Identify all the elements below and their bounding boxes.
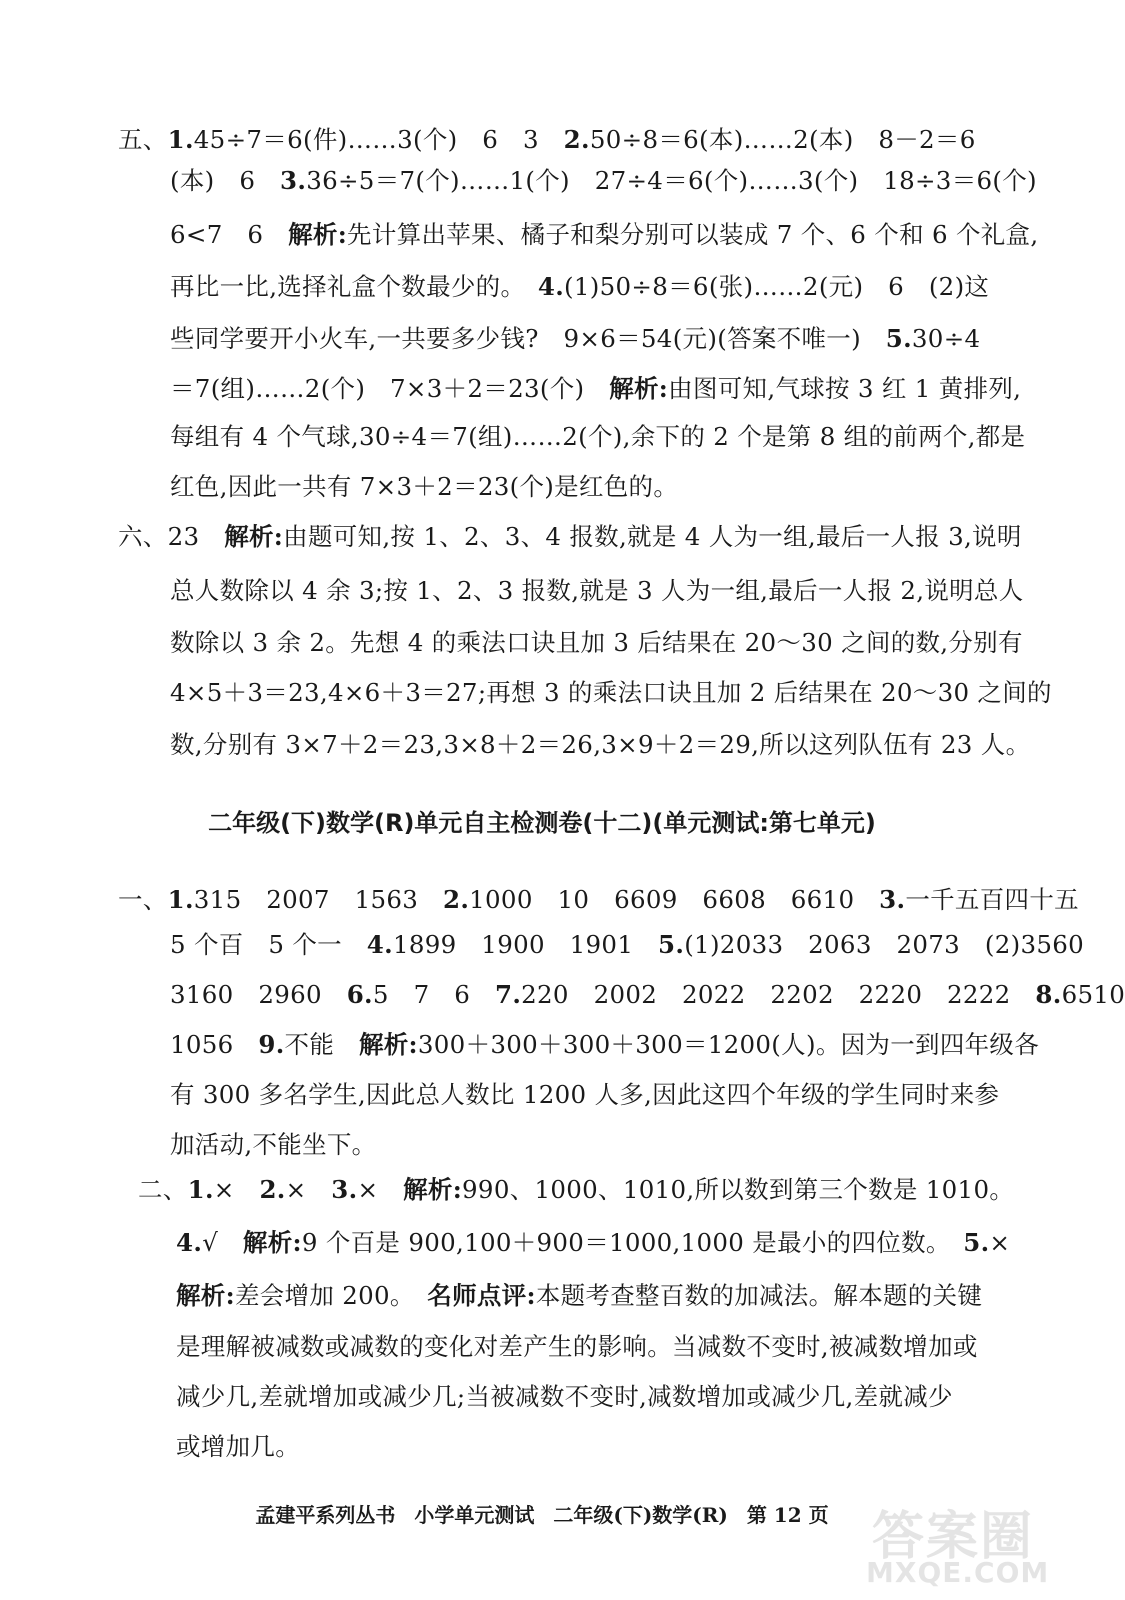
p1-line-4: 1056 9.不能 解析:300＋300＋300＋300＝1200(人)。因为一到四年级各 xyxy=(170,1030,1040,1059)
p2-line-4: 是理解被减数或减数的变化对差产生的影响。当减数不变时,被减数增加或 xyxy=(176,1332,978,1361)
watermark-line-2: MXQE.COM xyxy=(866,1556,1050,1589)
s5-line-7: 每组有 4 个气球,30÷4＝7(组)……2(个),余下的 2 个是第 8 组的前两个,都是 xyxy=(170,422,1026,451)
s5-line-3: 6<7 6 解析:先计算出苹果、橘子和梨分别可以装成 7 个、6 个和 6 个礼盒, xyxy=(170,220,1039,249)
p2-line-2: 4.√ 解析:9 个百是 900,100＋900＝1000,1000 是最小的四位数。 5.× xyxy=(176,1228,1011,1257)
s5-line-6: ＝7(组)……2(个) 7×3＋2＝23(个) 解析:由图可知,气球按 3 红 1 黄排列, xyxy=(170,374,1022,403)
p1-line-1: 一、1.315 2007 1563 2.1000 10 6609 6608 6610 3.一千五百四十五 xyxy=(118,885,1079,914)
p2-line-1: 二、1.× 2.× 3.× 解析:990、1000、1010,所以数到第三个数是 1010。 xyxy=(138,1175,1015,1204)
s6-line-1: 六、23 解析:由题可知,按 1、2、3、4 报数,就是 4 人为一组,最后一人报 3,说明 xyxy=(118,522,1022,551)
s6-line-2: 总人数除以 4 余 3;按 1、2、3 报数,就是 3 人为一组,最后一人报 2,说明总人 xyxy=(170,576,1024,605)
watermark-line-1: 答案圈 xyxy=(872,1507,1035,1567)
s5-line-1: 五、1.45÷7＝6(件)……3(个) 6 3 2.50÷8＝6(本)……2(本) 8－2＝6 xyxy=(118,125,976,154)
footer-book: 小学单元测试 xyxy=(414,1503,535,1527)
p2-line-6: 或增加几。 xyxy=(176,1432,300,1461)
s5-line-2: (本) 6 3.36÷5＝7(个)……1(个) 27÷4＝6(个)……3(个) 18÷3＝6(个) xyxy=(170,166,1037,195)
s6-line-4: 4×5＋3＝23,4×6＋3＝27;再想 3 的乘法口诀且加 2 后结果在 20～30 之间的 xyxy=(170,678,1052,707)
p1-line-3: 3160 2960 6.5 7 6 7.220 2002 2022 2202 2220 2222 8.6510 xyxy=(170,980,1125,1009)
s5-line-8: 红色,因此一共有 7×3＋2＝23(个)是红色的。 xyxy=(170,472,679,501)
footer-subject: 二年级(下)数学(R) xyxy=(553,1503,728,1527)
p2-line-3: 解析:差会增加 200。 名师点评:本题考查整百数的加减法。解本题的关键 xyxy=(176,1281,983,1310)
footer-page: 第 12 页 xyxy=(746,1503,829,1527)
watermark-logo xyxy=(860,1494,1060,1590)
s5-line-5: 些同学要开小火车,一共要多少钱? 9×6＝54(元)(答案不唯一) 5.30÷4 xyxy=(170,324,981,353)
s6-line-3: 数除以 3 余 2。先想 4 的乘法口诀且加 3 后结果在 20～30 之间的数,分别有 xyxy=(170,628,1023,657)
footer-series: 孟建平系列丛书 xyxy=(255,1503,396,1527)
test-title: 二年级(下)数学(R)单元自主检测卷(十二)(单元测试:第七单元) xyxy=(208,809,876,837)
s5-line-4: 再比一比,选择礼盒个数最少的。 4.(1)50÷8＝6(张)……2(元) 6 (2)这 xyxy=(170,272,990,301)
p1-line-5: 有 300 多名学生,因此总人数比 1200 人多,因此这四个年级的学生同时来参 xyxy=(170,1080,1000,1109)
s6-line-5: 数,分别有 3×7＋2＝23,3×8＋2＝26,3×9＋2＝29,所以这列队伍有 23 人。 xyxy=(170,730,1031,759)
p2-line-5: 减少几,差就增加或减少几;当被减数不变时,减数增加或减少几,差就减少 xyxy=(176,1382,953,1411)
p1-line-6: 加活动,不能坐下。 xyxy=(170,1130,377,1159)
p1-line-2: 5 个百 5 个一 4.1899 1900 1901 5.(1)2033 2063 2073 (2)3560 xyxy=(170,930,1085,959)
